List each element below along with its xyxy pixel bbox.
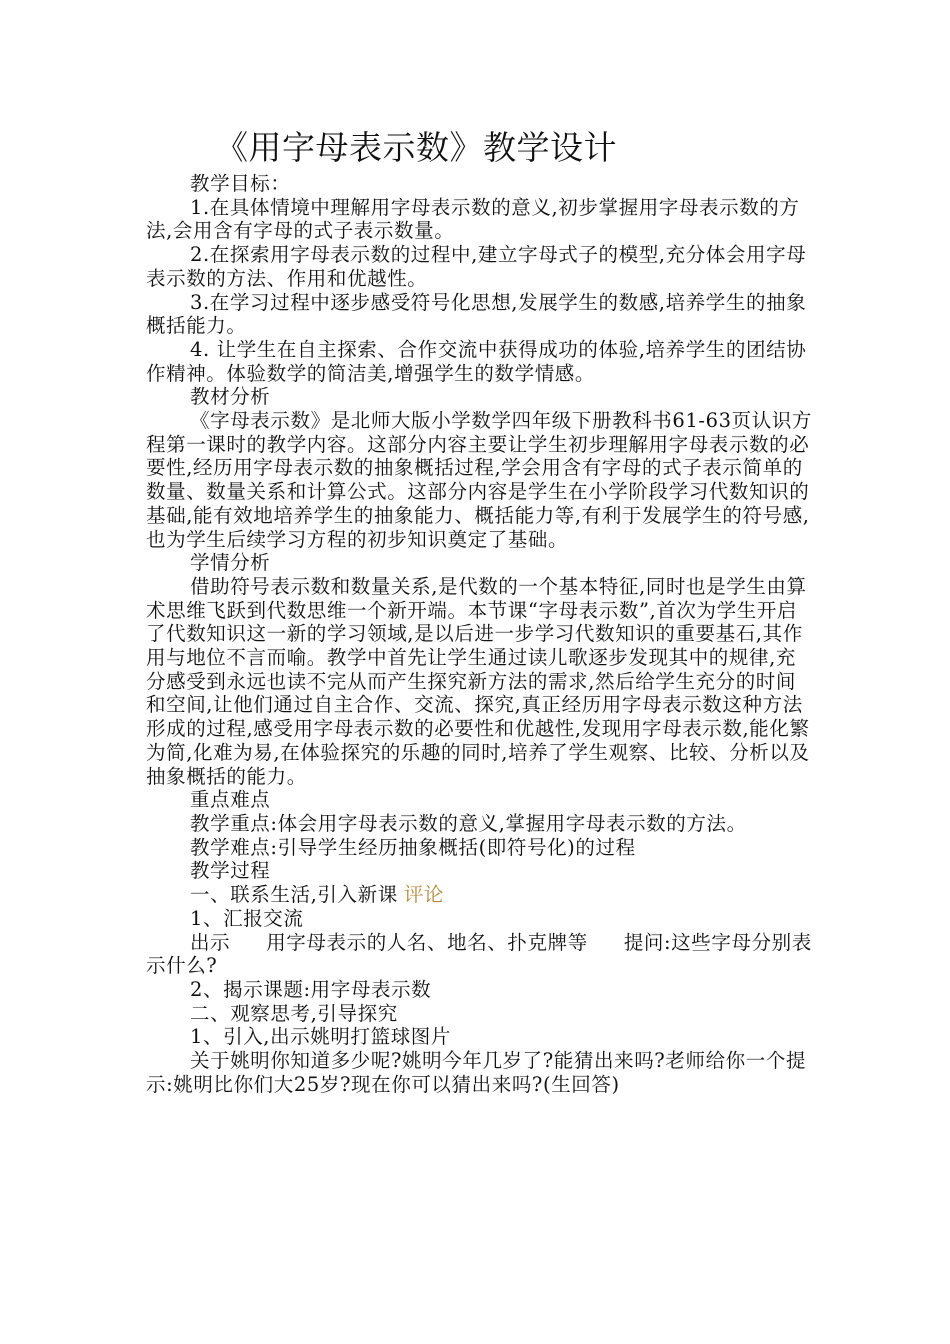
goal-item: 1.在具体情境中理解用字母表示数的意义,初步掌握用字母表示数的方法,会用含有字母的式子表示数量。 — [146, 195, 800, 243]
step2-paragraph: 关于姚明你知道多少呢?姚明今年几岁了?能猜出来吗?老师给你一个提示:姚明比你们大25岁?现在你可以猜出来吗?(生回答) — [146, 1049, 807, 1096]
goal-item: 2.在探索用字母表示数的过程中,建立字母式子的模型,充分体会用字母表示数的方法、作用和优越性。 — [146, 243, 807, 290]
key-point: 教学重点:体会用字母表示数的意义,掌握用字母表示数的方法。 — [190, 811, 747, 835]
step1-line — [146, 883, 816, 907]
material-paragraph: 《字母表示数》是北师大版小学数学四年级下册教科书61-63页认识方程第一课时的教学内容。这部分内容主要让学生初步理解用字母表示数的必要性,经历用字母表示数的抽象概括过程,学会用含有字母的式子表示简单的数量、数量关系和计算公式。这部分内容是学生在小学阶段学习代数知识的基础,能有效地培养学生的抽象能力、概括能力等,有利于发展学生的符号感,也为学生后续学习方程的初步知识奠定了基础。 — [146, 409, 813, 551]
document-body — [146, 172, 816, 1096]
step2-1: 1、引入,出示姚明打篮球图片 — [190, 1025, 452, 1049]
show-line — [146, 931, 816, 978]
show-label: 出示 — [190, 930, 231, 954]
goals-heading: 教学目标： — [190, 172, 291, 195]
material-heading: 教材分析 — [190, 385, 271, 409]
goal-item: 4. 让学生在自主探索、合作交流中获得成功的体验,培养学生的团结协作精神。体验数学的简洁美,增强学生的数学情感。 — [146, 337, 807, 385]
difficult-point: 教学难点:引导学生经历抽象概括(即符号化)的过程 — [190, 835, 636, 859]
goal-item: 3.在学习过程中逐步感受符号化思想,发展学生的数感,培养学生的抽象概括能力。 — [146, 290, 807, 338]
student-paragraph: 借助符号表示数和数量关系,是代数的一个基本特征,同时也是学生由算术思维飞跃到代数思维一个新开端。本节课“字母表示数”,首次为学生开启了代数知识这一新的学习领域,是以后进一步学习代数知识的重要基石,其作用与地位不言而喻。教学中首先让学生通过读儿歌逐步发现其中的规律,充分感受到永远也读不完从而产生探究新方法的需求,然后给学生充分的时间和空间,让他们通过自主合作、交流、探究,真正经历用字母表示数这种方法形成的过程,感受用字母表示数的必要性和优越性,发现用字母表示数,能化繁为简,化难为易,在体验探究的乐趣的同时,培养了学生观察、比较、分析以及抽象概括的能力。 — [146, 574, 810, 788]
show-content: 用字母表示的人名、地名、扑克牌等 — [266, 930, 588, 954]
key-heading: 重点难点 — [190, 788, 271, 812]
comment-marker[interactable]: 评论 — [403, 883, 445, 907]
show-question: 提问:这些字母分别表示什么? — [146, 930, 812, 978]
process-heading: 教学过程 — [190, 859, 271, 883]
student-heading: 学情分析 — [190, 551, 271, 575]
step2-heading: 二、观察思考,引导探究 — [190, 1001, 398, 1025]
step1-1: 1、汇报交流 — [190, 906, 304, 930]
step1-2: 2、揭示课题:用字母表示数 — [190, 977, 432, 1001]
document-title: 《用字母表示数》教学设计 — [215, 128, 617, 167]
step1-heading: 一、联系生活,引入新课 — [190, 883, 398, 907]
